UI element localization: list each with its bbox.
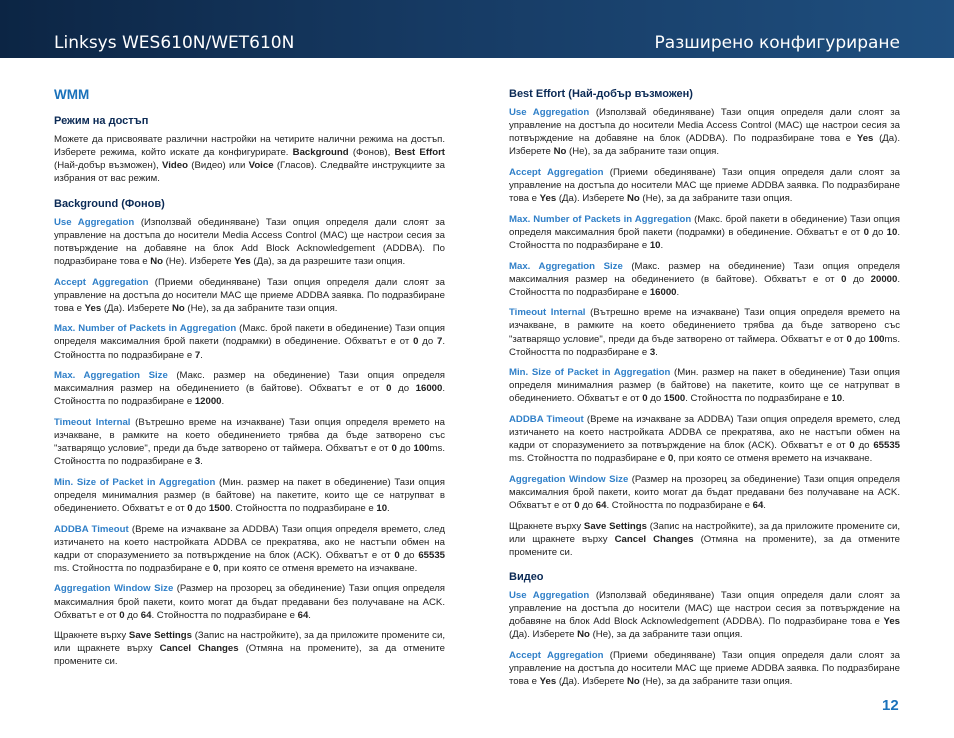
- bold-value: 64: [140, 609, 152, 621]
- timeout-internal-paragraph: [54, 416, 445, 468]
- text-run: до: [124, 609, 141, 621]
- bold-value: 10: [649, 239, 661, 251]
- text-run: (Най-добър възможен),: [54, 160, 162, 172]
- bold-value: 3: [649, 346, 656, 358]
- text-run: (Не), за да забраните тази опция.: [639, 676, 793, 688]
- bold-value: 12000: [194, 396, 222, 408]
- max-packets-paragraph: [509, 213, 900, 252]
- text-run: (Да). Изберете: [101, 302, 172, 314]
- text-run: .: [200, 456, 203, 468]
- text-run: до: [396, 443, 414, 455]
- text-run: (Използвай обединяване) Тази опция определя дали слоят за управление на достъпа до носители Media Access Control (MAC) ще настрои сесия за потвърждение на добавяне на блок Add Block Acknowledgement (ADDBA). По подразбиране това е: [54, 216, 445, 267]
- text-run: (Макс. размер на обединение) Тази опция определя максималния размер на обединението (в байтове). Обхватът е от: [509, 260, 901, 285]
- text-run: до: [579, 500, 596, 512]
- bold-value: Yes: [856, 133, 874, 145]
- text-run: ms. Стойността по подразбиране е: [54, 562, 213, 574]
- accept-aggregation-paragraph: [54, 276, 445, 315]
- text-run: до: [399, 549, 419, 561]
- wmm-title: WMM: [54, 87, 90, 102]
- option-name: Accept Aggregation: [509, 649, 604, 661]
- text-run: . Стойността по подразбиране е: [54, 383, 446, 408]
- bold-value: Yes: [539, 193, 557, 205]
- text-run: .: [763, 500, 766, 512]
- text-run: до: [854, 440, 874, 452]
- text-run: (Запис на настройките), за да приложите промените си, или щракнете върху: [54, 630, 445, 655]
- text-run: , при която се отменя времето на изчакване.: [673, 453, 873, 465]
- bold-value: 16000: [649, 286, 677, 298]
- text-run: (Приеми обединяване) Тази опция определя дали слоят за управление на достъпа до носители MAC ще приеме ADDBA заявка. По подразбиране това е: [509, 649, 900, 688]
- use-aggregation-paragraph: [509, 106, 900, 158]
- text-run: .: [660, 239, 664, 251]
- text-run: . Стойността по подразбиране е: [54, 336, 446, 361]
- left-column: [54, 88, 445, 676]
- text-run: . Стойността по подразбиране е: [606, 500, 753, 512]
- bold-value: Yes: [883, 616, 900, 628]
- text-run: (Да), за да разрешите тази опция.: [250, 255, 406, 267]
- option-name: Use Aggregation: [509, 590, 590, 601]
- text-run: .: [387, 502, 390, 514]
- bold-value: 0: [849, 440, 855, 452]
- bold-value: Best Effort: [394, 147, 445, 159]
- text-run: ms. Стойността по подразбиране е: [54, 443, 445, 468]
- bold-value: Video: [162, 160, 188, 172]
- option-name: ADDBA Timeout: [509, 413, 584, 425]
- text-run: до: [391, 383, 416, 395]
- bold-value: 0: [391, 443, 397, 455]
- text-run: (Време на изчакване за ADDBA) Тази опция определя времето, след изтичането на което настройката ADDBA се прекратява, ако не настъпи обмен на кадри от споразумението за потвърждение на блок (ACK). Обхватът е от: [54, 523, 445, 561]
- text-run: (Да). Изберете: [556, 193, 627, 205]
- option-name: Use Aggregation: [509, 107, 590, 119]
- text-run: .: [221, 396, 225, 408]
- bold-value: 64: [752, 500, 764, 512]
- page-number: 12: [882, 697, 899, 714]
- text-run: (Видео) или: [187, 160, 249, 172]
- product-title: Linksys WES610N/WET610N: [54, 33, 295, 53]
- max-size-paragraph: [509, 260, 900, 299]
- text-run: (Вътрешно време на изчакване) Тази опция определя времето на изчакване, в рамките на което обединението трябва да бъде затворено със "затварящо условие", преди да бъде затворено от таймера. Обхватът е от: [509, 307, 900, 345]
- text-run: Можете да присвоявате различни настройки на четирите налични режима на достъп. Изберете режима, който искате да конфигурирате.: [54, 134, 445, 159]
- use-aggregation-paragraph: [54, 216, 445, 268]
- bold-value: 0: [119, 609, 125, 621]
- text-run: (Използвай обединяване) Тази опция определя дали слоят за управление на достъпа до носители (MAC) ще настрои сесия за потвърждение на добавяне на блок Add Block Acknowledgement (ADDBA). По подразбиране това е: [509, 590, 900, 628]
- option-name: Timeout Internal: [54, 416, 131, 428]
- bold-value: 16000: [415, 383, 443, 395]
- bold-value: No: [626, 193, 640, 205]
- video-heading: Видео: [509, 570, 544, 583]
- text-run: до: [846, 273, 871, 285]
- option-name: Max. Number of Packets in Aggregation: [54, 323, 237, 335]
- text-run: (Не), за да забраните тази опция.: [566, 146, 720, 158]
- best-effort-heading: Best Effort (Най-добър възможен): [509, 88, 693, 100]
- bold-value: No: [577, 629, 590, 641]
- page-header: [0, 0, 954, 58]
- text-run: . Стойността по подразбиране е: [151, 609, 298, 621]
- min-size-paragraph: [54, 476, 445, 515]
- bold-value: 0: [212, 562, 219, 574]
- bold-value: Yes: [234, 255, 251, 267]
- option-name: Accept Aggregation: [54, 276, 149, 288]
- text-run: до: [851, 333, 869, 345]
- text-run: (Отмяна на промените), за да отмените промените си.: [509, 533, 901, 558]
- text-run: (Запис на настройките), за да приложите промените си, или щракнете върху: [509, 520, 900, 545]
- text-run: (Приеми обединяване) Тази опция определя дали слоят за управление на достъпа до носители MAC ще приеме ADDBA заявка. По подразбиране това е: [54, 276, 445, 314]
- right-column: [509, 88, 900, 696]
- text-run: (Не), за да забраните тази опция.: [184, 302, 338, 314]
- bold-value: 100: [868, 333, 885, 345]
- text-run: .: [308, 609, 311, 621]
- text-run: . Стойността по подразбиране е: [230, 502, 377, 514]
- bold-value: 64: [595, 500, 607, 512]
- access-mode-text: [54, 133, 445, 185]
- max-size-paragraph: [54, 369, 445, 408]
- text-run: (Отмяна на промените), за да отмените промените си.: [54, 643, 446, 668]
- option-name: Timeout Internal: [509, 307, 586, 319]
- bold-value: Save Settings: [128, 630, 192, 642]
- bold-value: 10: [376, 502, 388, 514]
- text-run: (Не), за да забраните тази опция.: [639, 193, 793, 205]
- bold-value: 0: [841, 273, 847, 285]
- accept-aggregation-paragraph: [509, 166, 900, 205]
- bold-value: 0: [386, 383, 392, 395]
- option-name: Use Aggregation: [54, 216, 135, 228]
- bold-value: 20000: [870, 273, 898, 285]
- video-accept-aggregation-paragraph: [509, 649, 900, 688]
- bold-value: 0: [394, 549, 400, 561]
- text-run: (Гласов). Следвайте инструкциите за избрания от вас режим.: [54, 160, 445, 185]
- text-run: до: [868, 226, 887, 238]
- option-name: Aggregation Window Size: [509, 473, 629, 485]
- bold-value: Voice: [248, 160, 274, 172]
- video-use-aggregation-paragraph: [509, 589, 900, 641]
- bold-value: No: [626, 676, 640, 688]
- addba-timeout-paragraph: [54, 523, 445, 575]
- bold-value: 10: [831, 393, 843, 405]
- min-size-paragraph: [509, 366, 900, 405]
- text-run: до: [192, 502, 209, 514]
- timeout-internal-paragraph: [509, 306, 900, 358]
- text-run: , при която се отменя времето на изчакване.: [218, 562, 418, 574]
- bold-value: 0: [863, 226, 869, 238]
- window-size-paragraph: [54, 582, 445, 621]
- window-size-paragraph: [509, 473, 900, 512]
- text-run: (Приеми обединяване) Тази опция определя дали слоят за управление на достъпа до носители MAC ще приеме ADDBA заявка. По подразбиране това е: [509, 166, 900, 205]
- bold-value: Save Settings: [583, 520, 647, 532]
- bold-value: 0: [413, 336, 419, 348]
- text-run: .: [200, 349, 203, 361]
- background-heading: Background (Фонов): [54, 197, 165, 210]
- text-run: (Да). Изберете: [556, 676, 627, 688]
- bold-value: 1500: [208, 502, 231, 514]
- option-name: Accept Aggregation: [509, 166, 604, 178]
- text-run: (Размер на прозорец за обединение) Тази опция определя максималния брой пакети, които могат да бъдат предавани без получаване на ACK. Обхватът е от: [509, 473, 900, 512]
- text-run: (Фонов),: [348, 147, 395, 159]
- text-run: (Използвай обединяване) Тази опция определя дали слоят за управление на достъпа до носители Media Access Control (MAC) ще настрои сесия за потвърждение на добавяне на блок (ADDBA). По подразбиране това е: [509, 107, 900, 145]
- text-run: (Не), за да забраните тази опция.: [589, 629, 743, 641]
- bold-value: 0: [846, 333, 852, 345]
- bold-value: No: [150, 255, 164, 267]
- text-run: (Макс. брой пакети в обединение) Тази опция определя максималния брой пакети (подрамки) в обединение. Обхватът е от: [54, 323, 445, 348]
- text-run: (Мин. размер на пакет в обединение) Тази опция определя минималния размер (в байтове) на пакетите, които ще се натрупват в обединението. Обхватът е от: [509, 367, 900, 405]
- bold-value: Yes: [539, 676, 557, 688]
- option-name: Min. Size of Packet in Aggregation: [509, 367, 671, 379]
- option-name: Max. Aggregation Size: [509, 260, 623, 272]
- bold-value: 64: [297, 609, 309, 621]
- bold-value: 65535: [418, 549, 445, 561]
- option-name: Max. Number of Packets in Aggregation: [509, 213, 692, 225]
- section-title: Разширено конфигуриране: [654, 33, 900, 53]
- bold-value: 10: [886, 226, 898, 238]
- text-run: до: [418, 336, 437, 348]
- text-run: (Макс. размер на обединение) Тази опция определя максималния размер на обединението (в байтове). Обхватът е от: [54, 370, 446, 395]
- text-run: (Макс. брой пакети в обединение) Тази опция определя максималния брой пакети (подрамки) в обединение. Обхватът е от: [509, 213, 900, 238]
- bold-value: No: [553, 146, 567, 158]
- text-run: Щракнете върху: [509, 520, 584, 532]
- text-run: (Размер на прозорец за обединение) Тази опция определя максималния брой пакети, които могат да бъдат предавани без получаване на ACK. Обхватът е от: [54, 583, 445, 621]
- option-name: Max. Aggregation Size: [54, 370, 168, 382]
- text-run: . Стойността по подразбиране е: [509, 273, 901, 298]
- text-run: (Да). Изберете: [509, 629, 578, 641]
- bold-value: 0: [187, 502, 193, 514]
- bold-value: 100: [413, 443, 430, 455]
- access-mode-heading: Режим на достъп: [54, 115, 149, 128]
- option-name: Min. Size of Packet in Aggregation: [54, 476, 216, 488]
- bold-value: 0: [574, 500, 580, 512]
- text-run: (Да). Изберете: [509, 133, 900, 158]
- text-run: (Не). Изберете: [163, 255, 235, 267]
- text-run: (Вътрешно време на изчакване) Тази опция определя времето на изчакване, в рамките на което обединението трябва да бъде затворено със "затварящо условие", преди да бъде затворено от таймера. Обхватът е от: [54, 416, 445, 455]
- addba-timeout-paragraph: [509, 413, 900, 465]
- max-packets-paragraph: [54, 322, 445, 361]
- bold-value: 0: [667, 453, 674, 465]
- text-run: ms. Стойността по подразбиране е: [509, 453, 668, 465]
- text-run: ms. Стойността по подразбиране е: [509, 333, 900, 358]
- option-name: ADDBA Timeout: [54, 523, 129, 535]
- bold-value: Cancel Changes: [614, 533, 694, 545]
- text-run: (Време на изчакване за ADDBA) Тази опция определя времето, след изтичането на което настройката ADDBA се прекратява, ако не настъпи обмен на кадри от споразумението за потвърждение на блок (ACK). Обхватът е от: [509, 413, 900, 452]
- text-run: .: [842, 393, 845, 405]
- bold-value: 3: [194, 456, 201, 468]
- option-name: Aggregation Window Size: [54, 583, 174, 595]
- text-run: Щракнете върху: [54, 630, 129, 642]
- bold-value: Background: [292, 147, 349, 159]
- bold-value: 65535: [873, 440, 900, 452]
- bold-value: No: [171, 302, 185, 314]
- save-instructions: [509, 520, 900, 559]
- text-run: (Мин. размер на пакет в обединение) Тази опция определя минималния размер (в байтове) на пакетите, които ще се натрупват в обединението. Обхватът е от: [54, 476, 445, 514]
- bold-value: 0: [642, 393, 648, 405]
- text-run: . Стойността по подразбиране е: [685, 393, 832, 405]
- bold-value: Yes: [84, 302, 102, 314]
- text-run: .: [655, 346, 658, 358]
- text-run: . Стойността по подразбиране е: [509, 226, 901, 251]
- bold-value: 1500: [663, 393, 686, 405]
- bold-value: 7: [194, 349, 201, 361]
- text-run: до: [647, 393, 664, 405]
- bold-value: Cancel Changes: [159, 643, 239, 655]
- text-run: .: [676, 286, 680, 298]
- bold-value: 7: [437, 336, 443, 348]
- save-instructions: [54, 629, 445, 668]
